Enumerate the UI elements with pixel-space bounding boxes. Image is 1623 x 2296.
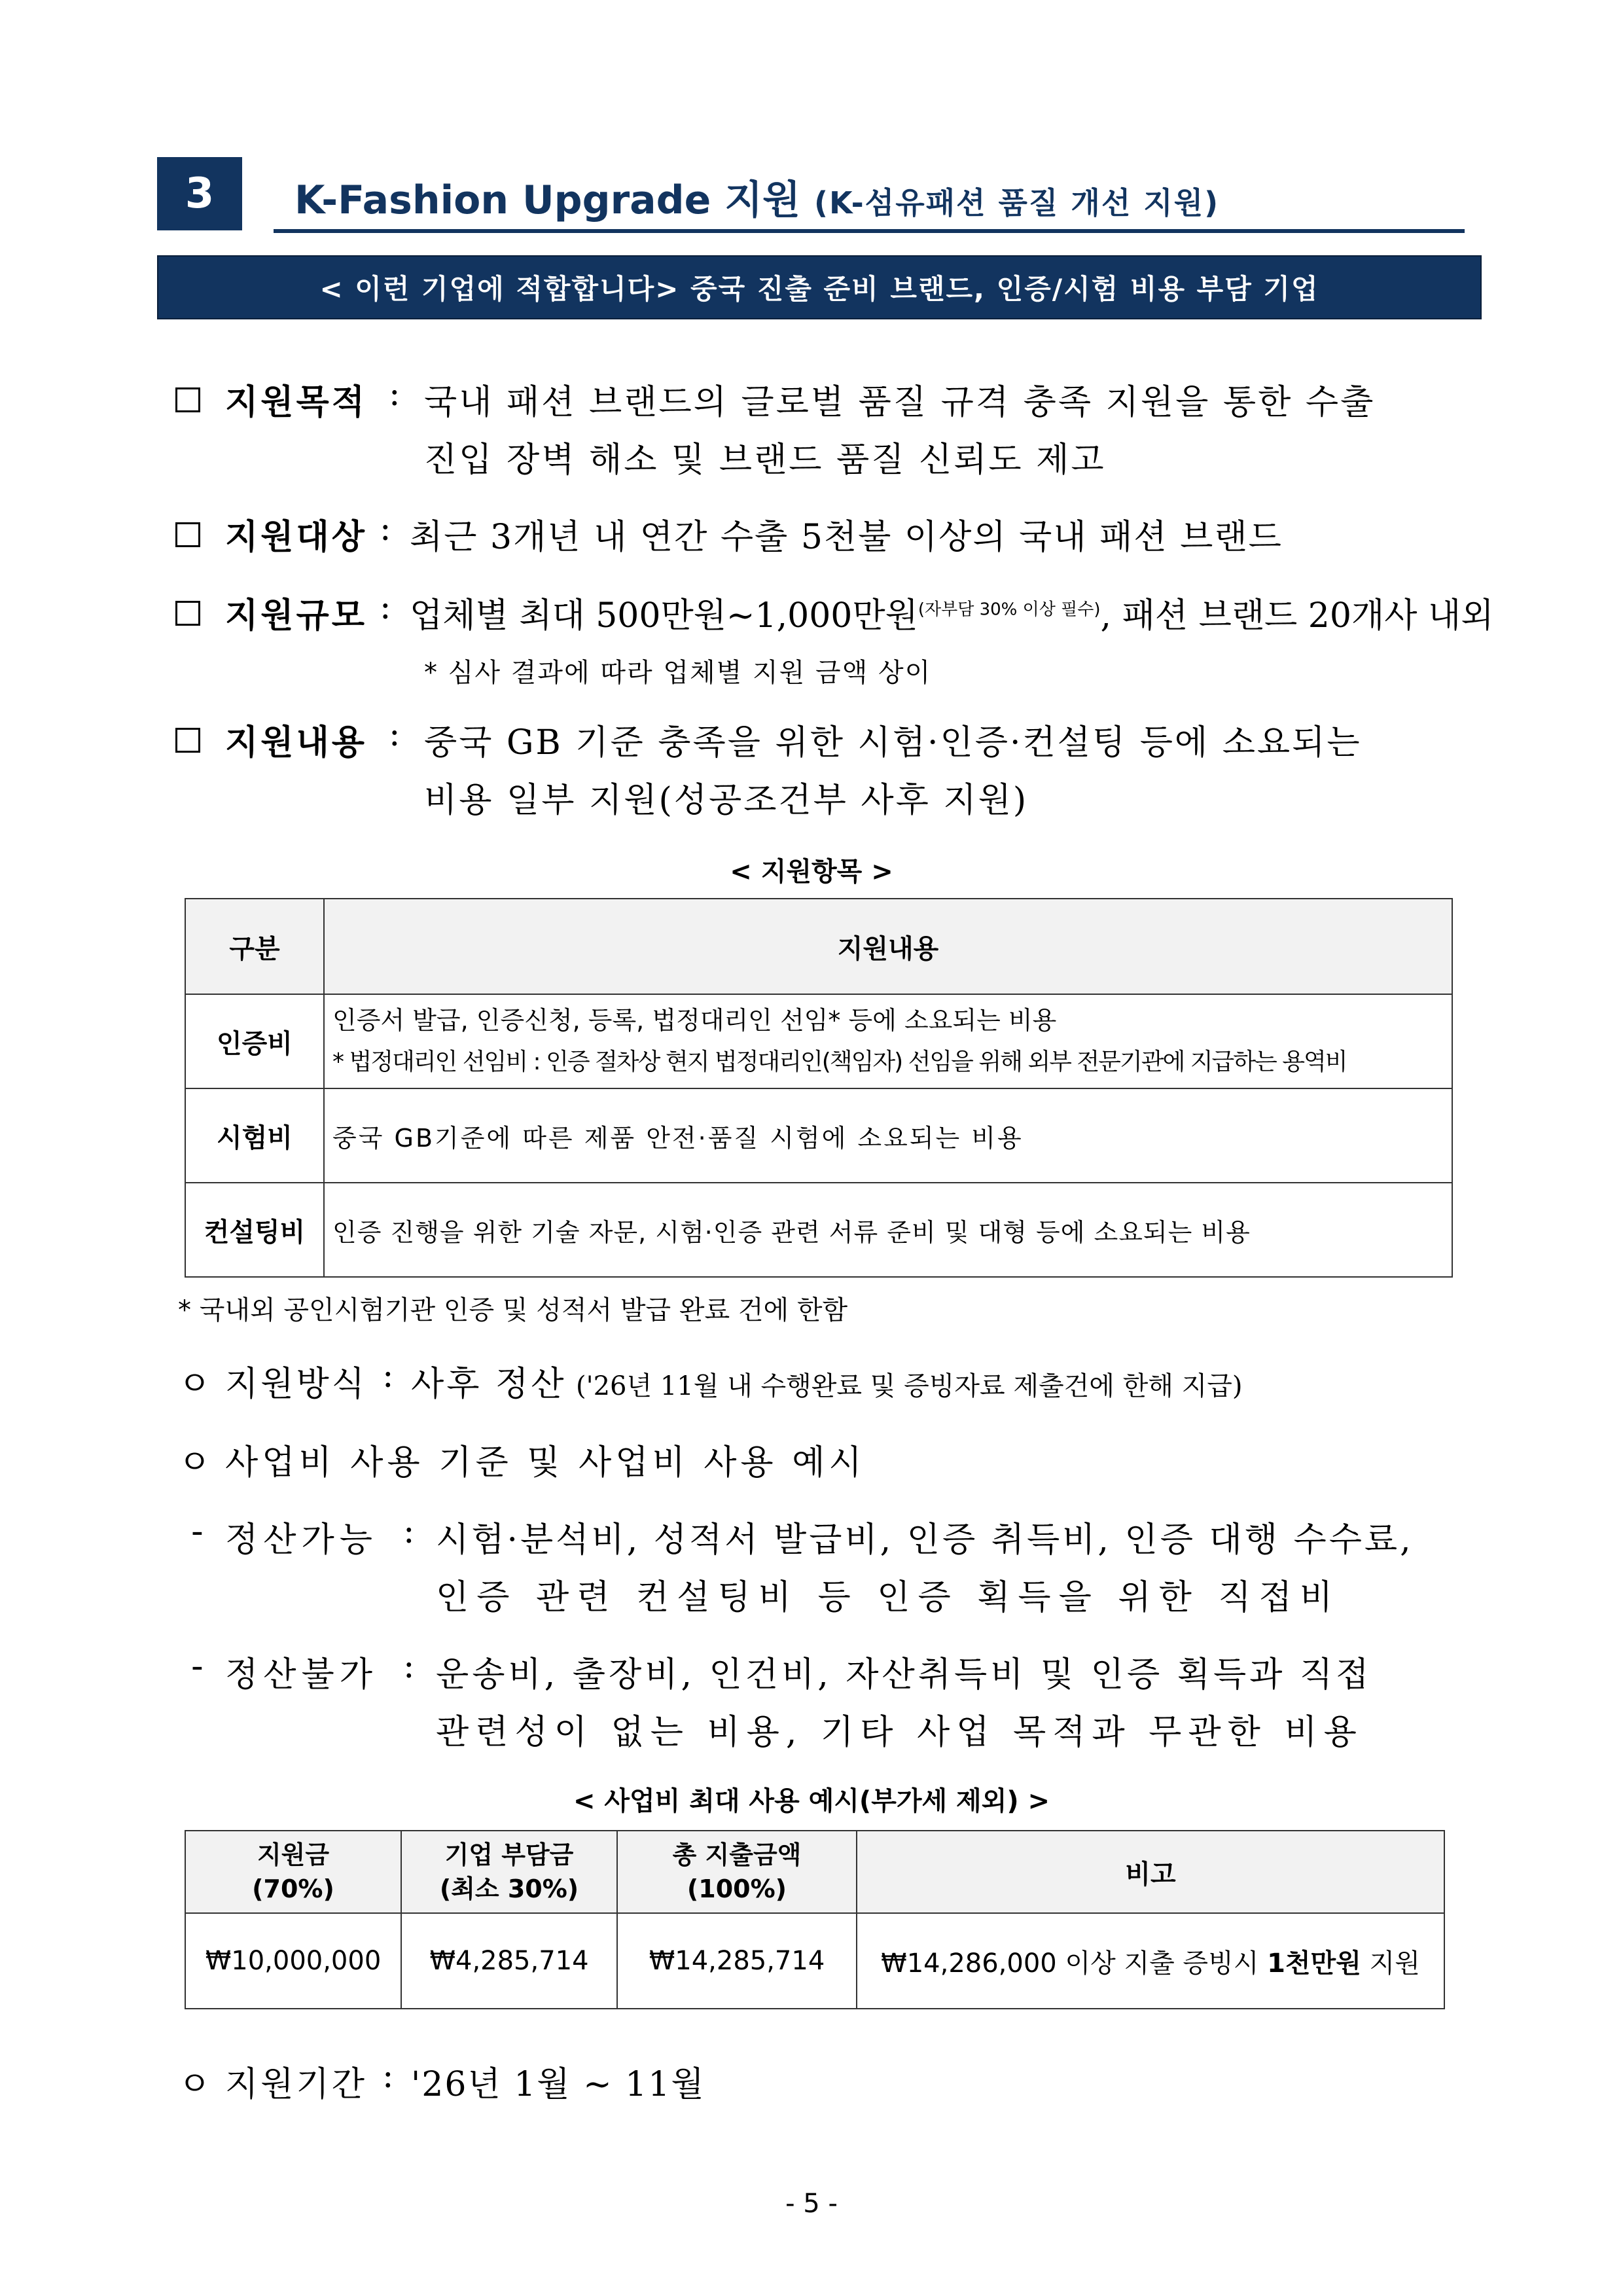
method-label: 지원방식: [225, 1365, 367, 1404]
method-colon: :: [382, 1356, 394, 1395]
table-row: [185, 1088, 1452, 1183]
example-header-support: 지원금 (70%): [185, 1831, 401, 1913]
purpose-label: 지원목적: [225, 383, 367, 422]
scale-count: , 패션 브랜드 20개사 내외: [1100, 596, 1494, 636]
section-title: [294, 169, 1219, 225]
usage-title: 사업비 사용 기준 및 사업비 사용 예시: [225, 1443, 866, 1482]
checkbox-square-icon: [175, 601, 200, 626]
table-row: [185, 1183, 1452, 1277]
content-label: 지원내용: [225, 723, 367, 762]
method-text: 사후 정산: [411, 1365, 567, 1404]
content-line2: 비용 일부 지원(성공조건부 사후 지원): [424, 781, 1029, 820]
dash-icon: -: [191, 1512, 204, 1551]
items-category: 시험비: [185, 1088, 324, 1183]
section-title-sub: (K-섬유패션 품질 개선 지원): [814, 185, 1220, 221]
example-table-caption: < 사업비 최대 사용 예시(부가세 제외) >: [573, 1786, 1050, 1816]
items-content: 인증서 발급, 인증신청, 등록, 법정대리인 선임* 등에 소요되는 비용: [332, 1006, 1057, 1035]
target-label: 지원대상: [225, 518, 367, 557]
section-title-main: K-Fashion Upgrade 지원: [294, 177, 801, 223]
items-footnote: * 국내외 공인시험기관 인증 및 성적서 발급 완료 건에 한함: [178, 1295, 848, 1325]
items-content: 중국 GB기준에 따른 제품 안전·품질 시험에 소요되는 비용: [324, 1088, 1452, 1183]
impossible-colon: :: [403, 1647, 415, 1686]
checkbox-square-icon: [175, 728, 200, 753]
example-table: [185, 1830, 1445, 2009]
suitability-banner: < 이런 기업에 적합합니다> 중국 진출 준비 브랜드, 인증/시험 비용 부담 기업: [157, 255, 1482, 319]
scale-label: 지원규모: [225, 596, 367, 636]
bullet-circle-icon: ㅇ: [178, 1365, 211, 1404]
possible-line1: 시험·분석비, 성적서 발급비, 인증 취득비, 인증 대행 수수료,: [436, 1520, 1414, 1560]
items-content: 인증 진행을 위한 기술 자문, 시험·인증 관련 서류 준비 및 대형 등에 소요되는 비용: [324, 1183, 1452, 1277]
example-header-company: 기업 부담금 (최소 30%): [401, 1831, 617, 1913]
items-table: [185, 898, 1453, 1278]
example-note: ₩14,286,000 이상 지출 증빙시 1천만원 지원: [857, 1913, 1444, 2009]
table-row: [185, 994, 1452, 1088]
items-note: * 법정대리인 선임비 : 인증 절차상 현지 법정대리인(책임자) 선임을 위해 외부 전문기관에 지급하는 용역비: [332, 1049, 1347, 1075]
period-colon: :: [382, 2056, 394, 2096]
possible-colon: :: [403, 1512, 415, 1551]
scale-text: [410, 588, 1493, 637]
items-category: 컨설팅비: [185, 1183, 324, 1277]
target-text: 최근 3개년 내 연간 수출 5천불 이상의 국내 패션 브랜드: [410, 518, 1283, 557]
period-label: 지원기간: [225, 2065, 367, 2104]
purpose-line2: 진입 장벽 해소 및 브랜드 품질 신뢰도 제고: [424, 440, 1106, 480]
items-header-category: 구분: [185, 899, 324, 994]
section-number-badge: 3: [157, 157, 242, 230]
checkbox-square-icon: [175, 522, 200, 547]
example-header-note: 비고: [857, 1831, 1444, 1913]
impossible-line1: 운송비, 출장비, 인건비, 자산취득비 및 인증 획득과 직접: [436, 1655, 1372, 1695]
items-header-content: 지원내용: [324, 899, 1452, 994]
items-category: 인증비: [185, 994, 324, 1088]
purpose-line1: 국내 패션 브랜드의 글로벌 품질 규격 충족 지원을 통한 수출: [424, 383, 1376, 422]
example-total: ₩14,285,714: [617, 1913, 857, 2009]
possible-label: 정산가능: [225, 1520, 378, 1560]
items-table-caption: < 지원항목 >: [730, 857, 893, 887]
example-company: ₩4,285,714: [401, 1913, 617, 2009]
target-colon: :: [380, 509, 391, 548]
table-row: [185, 1913, 1444, 2009]
content-line1: 중국 GB 기준 충족을 위한 시험·인증·컨설팅 등에 소요되는: [424, 723, 1362, 762]
scale-amount: 업체별 최대 500만원~1,000만원: [410, 596, 918, 636]
impossible-label: 정산불가: [225, 1655, 378, 1695]
period-text: '26년 1월 ~ 11월: [411, 2065, 705, 2104]
bullet-circle-icon: ㅇ: [178, 1443, 211, 1482]
example-support: ₩10,000,000: [185, 1913, 401, 2009]
title-underline: [274, 229, 1465, 233]
page-number: - 5 -: [785, 2189, 838, 2219]
dash-icon: -: [191, 1647, 204, 1686]
method-detail: ('26년 11월 내 수행완료 및 증빙자료 제출건에 한해 지급): [576, 1371, 1243, 1401]
purpose-colon: :: [389, 374, 401, 414]
bullet-circle-icon: ㅇ: [178, 2065, 211, 2104]
possible-line2: 인증 관련 컨설팅비 등 인증 획득을 위한 직접비: [436, 1578, 1341, 1617]
scale-superscript: (자부담 30% 이상 필수): [918, 600, 1101, 620]
scale-note: * 심사 결과에 따라 업체별 지원 금액 상이: [424, 658, 932, 688]
example-header-total: 총 지출금액 (100%): [617, 1831, 857, 1913]
impossible-line2: 관련성이 없는 비용, 기타 사업 목적과 무관한 비용: [436, 1713, 1363, 1752]
checkbox-square-icon: [175, 387, 200, 412]
content-colon: :: [389, 715, 401, 754]
scale-colon: :: [380, 588, 391, 627]
